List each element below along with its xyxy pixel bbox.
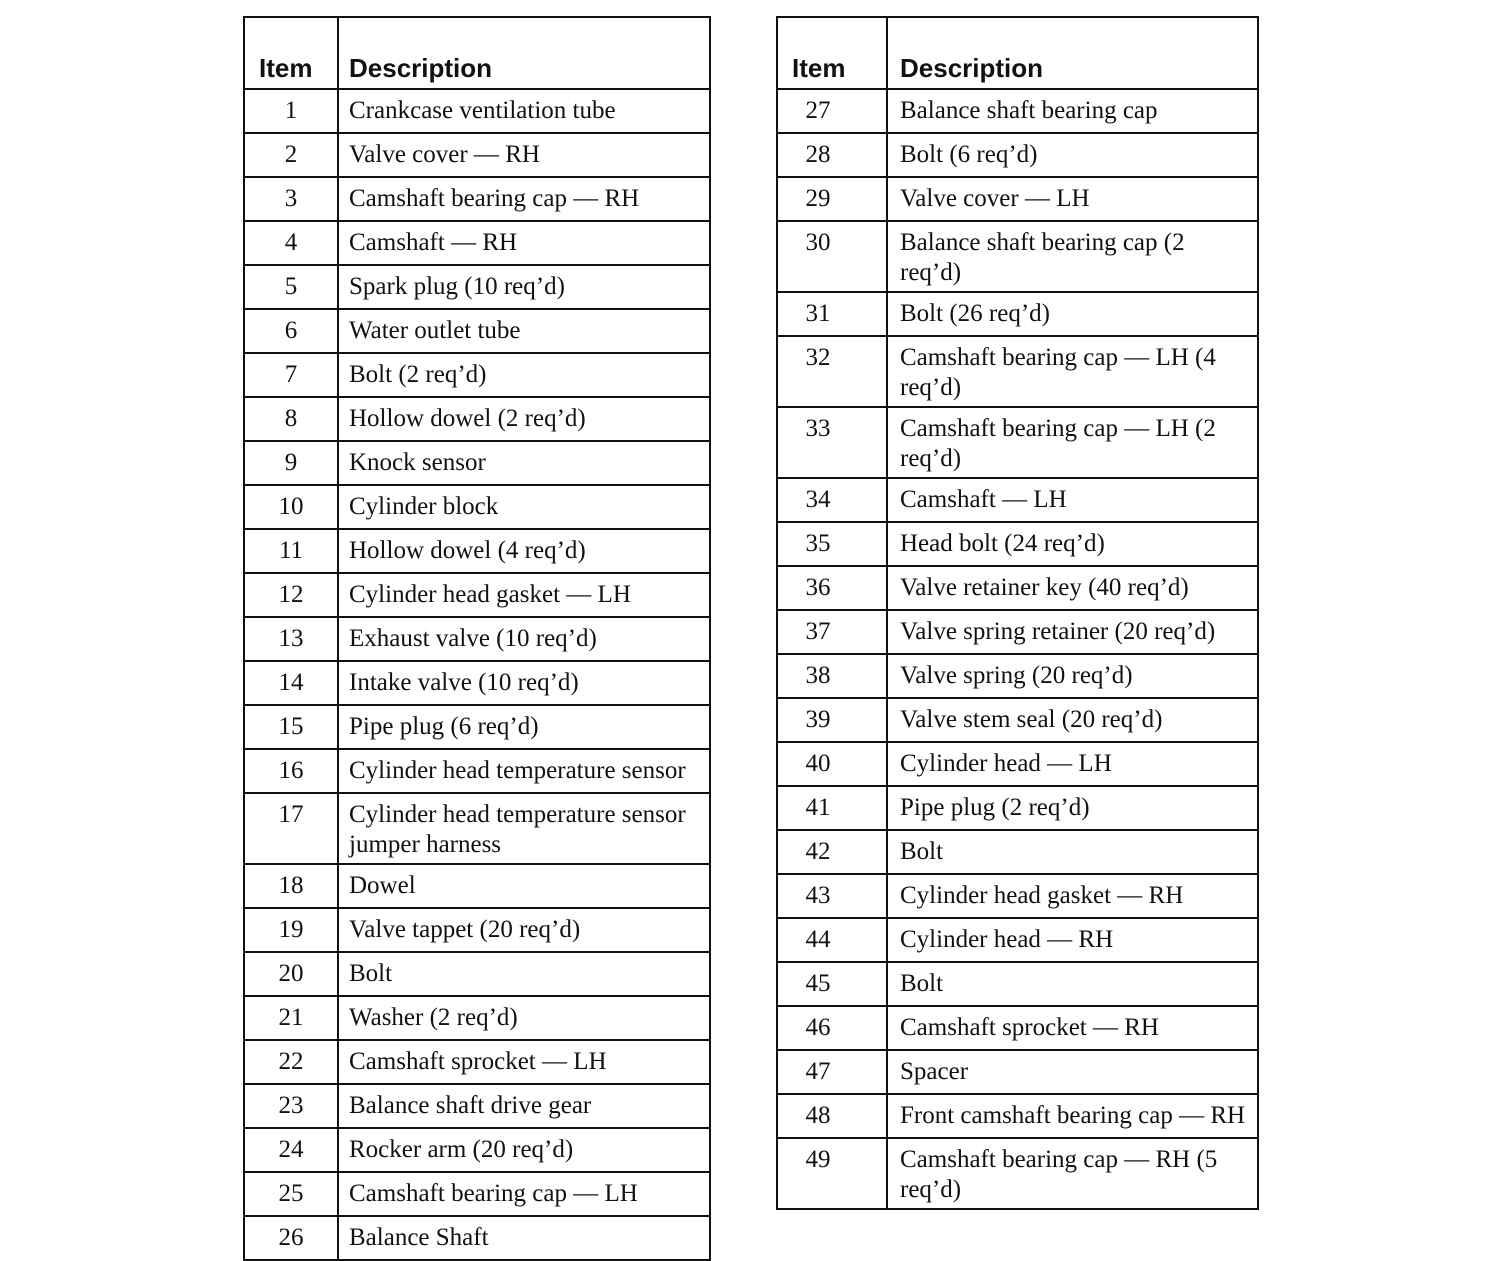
table-row xyxy=(244,793,710,864)
item-description: Bolt xyxy=(338,952,710,996)
item-number: 28 xyxy=(777,133,887,177)
item-description: Balance shaft bearing cap (2 req’d) xyxy=(887,221,1258,292)
item-description: Cylinder block xyxy=(338,485,710,529)
item-description: Rocker arm (20 req’d) xyxy=(338,1128,710,1172)
item-number: 42 xyxy=(777,830,887,874)
item-description: Water outlet tube xyxy=(338,309,710,353)
item-number: 43 xyxy=(777,874,887,918)
table-row xyxy=(244,661,710,705)
item-number: 37 xyxy=(777,610,887,654)
table-row xyxy=(244,1216,710,1260)
item-description: Cylinder head temperature sensor jumper harness xyxy=(338,793,710,864)
item-number: 14 xyxy=(244,661,338,705)
table-row xyxy=(244,309,710,353)
table-row xyxy=(777,89,1258,133)
item-number: 46 xyxy=(777,1006,887,1050)
item-description: Camshaft sprocket — LH xyxy=(338,1040,710,1084)
item-description: Balance shaft drive gear xyxy=(338,1084,710,1128)
table-row xyxy=(777,698,1258,742)
table-row xyxy=(777,918,1258,962)
item-number: 44 xyxy=(777,918,887,962)
table-row xyxy=(777,221,1258,292)
item-number: 36 xyxy=(777,566,887,610)
item-description: Camshaft bearing cap — LH xyxy=(338,1172,710,1216)
table-row xyxy=(777,478,1258,522)
item-number: 16 xyxy=(244,749,338,793)
item-description: Camshaft bearing cap — RH (5 req’d) xyxy=(887,1138,1258,1209)
header-row xyxy=(244,17,710,89)
table-row xyxy=(777,1050,1258,1094)
item-number: 7 xyxy=(244,353,338,397)
item-number: 19 xyxy=(244,908,338,952)
item-number: 8 xyxy=(244,397,338,441)
item-description: Pipe plug (6 req’d) xyxy=(338,705,710,749)
table-row xyxy=(244,864,710,908)
item-number: 30 xyxy=(777,221,887,292)
item-description: Cylinder head — RH xyxy=(887,918,1258,962)
item-number: 10 xyxy=(244,485,338,529)
table-row xyxy=(244,441,710,485)
item-number: 15 xyxy=(244,705,338,749)
item-description: Valve cover — LH xyxy=(887,177,1258,221)
item-number: 20 xyxy=(244,952,338,996)
table-row xyxy=(244,1172,710,1216)
item-description: Camshaft bearing cap — LH (4 req’d) xyxy=(887,336,1258,407)
item-description: Intake valve (10 req’d) xyxy=(338,661,710,705)
item-number: 31 xyxy=(777,292,887,336)
table-row xyxy=(777,292,1258,336)
item-description: Spacer xyxy=(887,1050,1258,1094)
table-row xyxy=(777,786,1258,830)
item-description: Camshaft sprocket — RH xyxy=(887,1006,1258,1050)
table-row xyxy=(777,566,1258,610)
item-column-header: Item xyxy=(244,17,338,89)
item-description: Valve spring retainer (20 req’d) xyxy=(887,610,1258,654)
header-row xyxy=(777,17,1258,89)
item-description: Bolt (26 req’d) xyxy=(887,292,1258,336)
item-description: Bolt xyxy=(887,962,1258,1006)
item-number: 29 xyxy=(777,177,887,221)
table-row xyxy=(777,336,1258,407)
table-row xyxy=(777,177,1258,221)
item-number: 33 xyxy=(777,407,887,478)
table-row xyxy=(777,1006,1258,1050)
item-number: 17 xyxy=(244,793,338,864)
item-description: Crankcase ventilation tube xyxy=(338,89,710,133)
table-row xyxy=(244,265,710,309)
item-number: 9 xyxy=(244,441,338,485)
item-description: Valve retainer key (40 req’d) xyxy=(887,566,1258,610)
table-row xyxy=(777,522,1258,566)
table-row xyxy=(244,705,710,749)
item-number: 39 xyxy=(777,698,887,742)
table-row xyxy=(244,952,710,996)
item-description: Bolt xyxy=(887,830,1258,874)
item-number: 27 xyxy=(777,89,887,133)
table-row xyxy=(244,397,710,441)
item-description: Washer (2 req’d) xyxy=(338,996,710,1040)
item-number: 34 xyxy=(777,478,887,522)
item-description: Valve spring (20 req’d) xyxy=(887,654,1258,698)
item-number: 4 xyxy=(244,221,338,265)
table-row xyxy=(777,133,1258,177)
item-number: 25 xyxy=(244,1172,338,1216)
table-row xyxy=(777,742,1258,786)
parts-table-left xyxy=(243,16,711,1261)
item-number: 35 xyxy=(777,522,887,566)
table-row xyxy=(244,485,710,529)
item-number: 23 xyxy=(244,1084,338,1128)
table-row xyxy=(777,610,1258,654)
item-number: 49 xyxy=(777,1138,887,1209)
item-description: Camshaft bearing cap — RH xyxy=(338,177,710,221)
parts-table-right xyxy=(776,16,1259,1210)
item-number: 6 xyxy=(244,309,338,353)
item-description: Cylinder head temperature sensor xyxy=(338,749,710,793)
item-number: 11 xyxy=(244,529,338,573)
table-row xyxy=(777,1138,1258,1209)
item-description: Bolt (6 req’d) xyxy=(887,133,1258,177)
table-row xyxy=(244,529,710,573)
table-row xyxy=(244,1128,710,1172)
table-row xyxy=(244,749,710,793)
item-description: Bolt (2 req’d) xyxy=(338,353,710,397)
table-row xyxy=(244,1040,710,1084)
item-number: 5 xyxy=(244,265,338,309)
table-row xyxy=(244,908,710,952)
item-description: Balance Shaft xyxy=(338,1216,710,1260)
table-row xyxy=(777,962,1258,1006)
item-description: Valve cover — RH xyxy=(338,133,710,177)
item-description: Spark plug (10 req’d) xyxy=(338,265,710,309)
item-description: Dowel xyxy=(338,864,710,908)
item-number: 3 xyxy=(244,177,338,221)
description-column-header: Description xyxy=(887,17,1258,89)
table-row xyxy=(777,654,1258,698)
item-column-header: Item xyxy=(777,17,887,89)
item-number: 38 xyxy=(777,654,887,698)
item-number: 48 xyxy=(777,1094,887,1138)
item-description: Pipe plug (2 req’d) xyxy=(887,786,1258,830)
item-number: 12 xyxy=(244,573,338,617)
table-row xyxy=(244,617,710,661)
item-number: 13 xyxy=(244,617,338,661)
item-description: Valve tappet (20 req’d) xyxy=(338,908,710,952)
item-number: 41 xyxy=(777,786,887,830)
item-description: Camshaft — LH xyxy=(887,478,1258,522)
table-row xyxy=(244,177,710,221)
table-row xyxy=(244,1084,710,1128)
item-number: 21 xyxy=(244,996,338,1040)
item-description: Cylinder head gasket — LH xyxy=(338,573,710,617)
item-description: Camshaft — RH xyxy=(338,221,710,265)
table-row xyxy=(244,573,710,617)
item-number: 32 xyxy=(777,336,887,407)
item-description: Camshaft bearing cap — LH (2 req’d) xyxy=(887,407,1258,478)
item-number: 24 xyxy=(244,1128,338,1172)
table-row xyxy=(244,353,710,397)
table-row xyxy=(777,874,1258,918)
item-description: Knock sensor xyxy=(338,441,710,485)
item-number: 47 xyxy=(777,1050,887,1094)
description-column-header: Description xyxy=(338,17,710,89)
item-number: 1 xyxy=(244,89,338,133)
item-number: 40 xyxy=(777,742,887,786)
item-description: Cylinder head — LH xyxy=(887,742,1258,786)
table-row xyxy=(244,221,710,265)
item-description: Cylinder head gasket — RH xyxy=(887,874,1258,918)
item-number: 18 xyxy=(244,864,338,908)
item-description: Front camshaft bearing cap — RH xyxy=(887,1094,1258,1138)
item-description: Hollow dowel (2 req’d) xyxy=(338,397,710,441)
item-number: 26 xyxy=(244,1216,338,1260)
item-description: Valve stem seal (20 req’d) xyxy=(887,698,1258,742)
item-description: Hollow dowel (4 req’d) xyxy=(338,529,710,573)
table-row xyxy=(244,133,710,177)
item-number: 2 xyxy=(244,133,338,177)
item-description: Exhaust valve (10 req’d) xyxy=(338,617,710,661)
item-number: 22 xyxy=(244,1040,338,1084)
table-row xyxy=(244,89,710,133)
table-row xyxy=(777,407,1258,478)
item-description: Balance shaft bearing cap xyxy=(887,89,1258,133)
item-number: 45 xyxy=(777,962,887,1006)
item-description: Head bolt (24 req’d) xyxy=(887,522,1258,566)
table-row xyxy=(244,996,710,1040)
table-row xyxy=(777,1094,1258,1138)
table-row xyxy=(777,830,1258,874)
